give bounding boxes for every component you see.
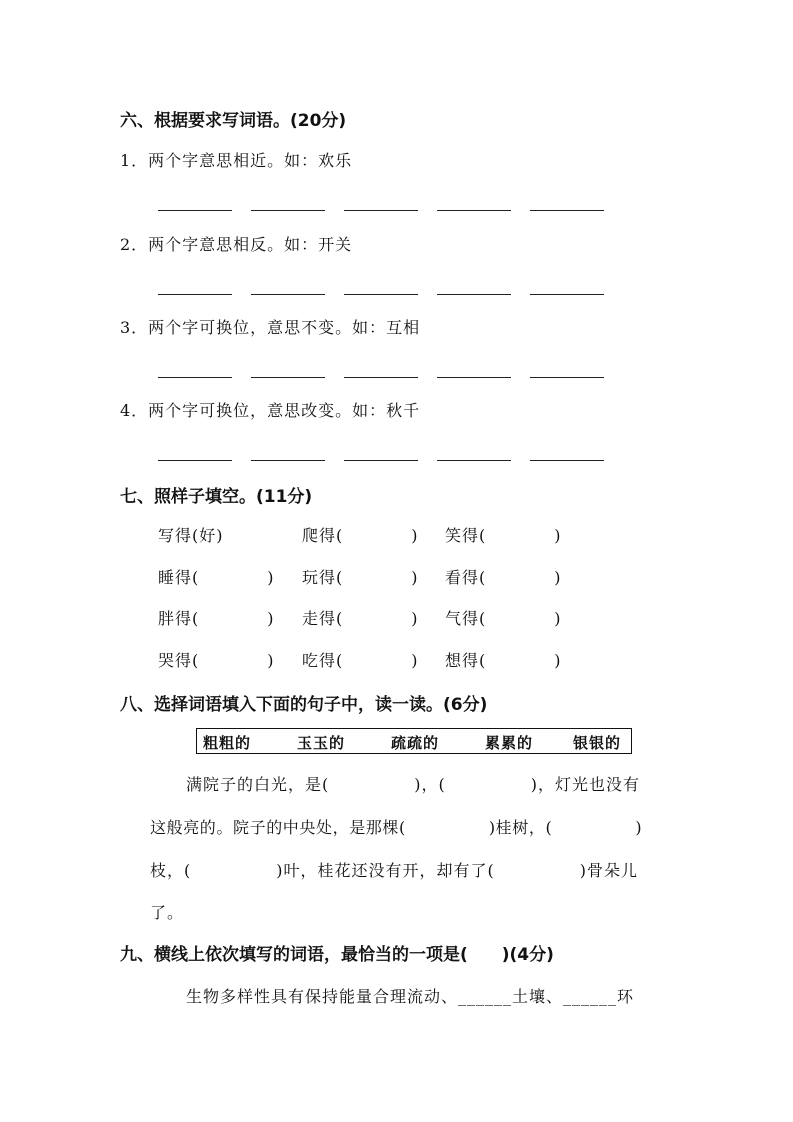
fill-item[interactable]: 想得( ) — [445, 651, 562, 670]
passage-line[interactable]: 满院子的白光，是( )，( )，灯光也没有 — [186, 775, 640, 794]
fill-item[interactable]: 吃得( ) — [302, 651, 419, 670]
fill-item[interactable]: 爬得( ) — [302, 526, 419, 545]
answer-line[interactable] — [251, 294, 325, 295]
answer-line[interactable] — [251, 377, 325, 378]
section-8-title: 八、选择词语填入下面的句子中，读一读。(6分) — [120, 695, 488, 715]
answer-line[interactable] — [251, 210, 325, 211]
section-6-item-3: 3．两个字可换位，意思不变。如：互相 — [120, 318, 421, 337]
fill-item[interactable]: 笑得( ) — [445, 526, 562, 545]
word-option: 累累的 — [485, 734, 534, 752]
fill-item[interactable]: 哭得( ) — [158, 651, 275, 670]
section-6-item-2: 2．两个字意思相反。如：开关 — [120, 235, 353, 254]
word-bank — [196, 728, 632, 754]
answer-line[interactable] — [251, 460, 325, 461]
fill-item[interactable]: 气得( ) — [445, 609, 562, 628]
passage-line[interactable]: 枝，( )叶，桂花还没有开，却有了( )骨朵儿 — [150, 861, 638, 880]
word-option: 银银的 — [573, 734, 622, 752]
word-option: 玉玉的 — [297, 734, 346, 752]
answer-line[interactable] — [530, 294, 604, 295]
answer-line[interactable] — [344, 377, 418, 378]
answer-line[interactable] — [158, 210, 232, 211]
answer-line[interactable] — [437, 294, 511, 295]
section-6-item-4: 4．两个字可换位，意思改变。如：秋千 — [120, 401, 421, 420]
answer-line[interactable] — [344, 294, 418, 295]
answer-line[interactable] — [158, 294, 232, 295]
section-7-title: 七、照样子填空。(11分) — [120, 487, 313, 507]
fill-item[interactable]: 睡得( ) — [158, 568, 275, 587]
fill-item[interactable]: 走得( ) — [302, 609, 419, 628]
word-option: 粗粗的 — [203, 734, 252, 752]
answer-line[interactable] — [158, 460, 232, 461]
answer-line[interactable] — [530, 377, 604, 378]
answer-line[interactable] — [437, 377, 511, 378]
fill-item: 写得(好) — [158, 526, 224, 545]
section-6-item-1: 1．两个字意思相近。如：欢乐 — [120, 151, 353, 170]
passage-line[interactable]: 这般亮的。院子的中央处，是那棵( )桂树，( ) — [150, 818, 643, 837]
fill-item[interactable]: 玩得( ) — [302, 568, 419, 587]
fill-item[interactable]: 胖得( ) — [158, 609, 275, 628]
answer-line[interactable] — [530, 460, 604, 461]
section-9-title: 九、横线上依次填写的词语，最恰当的一项是( )(4分) — [120, 945, 554, 965]
answer-line[interactable] — [530, 210, 604, 211]
answer-line[interactable] — [437, 210, 511, 211]
answer-line[interactable] — [344, 460, 418, 461]
fill-item[interactable]: 看得( ) — [445, 568, 562, 587]
section-6-title: 六、根据要求写词语。(20分) — [120, 111, 347, 131]
passage-line: 了。 — [150, 903, 185, 922]
question-line[interactable]: 生物多样性具有保持能量合理流动、______土壤、______环 — [186, 987, 635, 1006]
answer-line[interactable] — [437, 460, 511, 461]
answer-line[interactable] — [344, 210, 418, 211]
answer-line[interactable] — [158, 377, 232, 378]
word-option: 疏疏的 — [391, 734, 440, 752]
